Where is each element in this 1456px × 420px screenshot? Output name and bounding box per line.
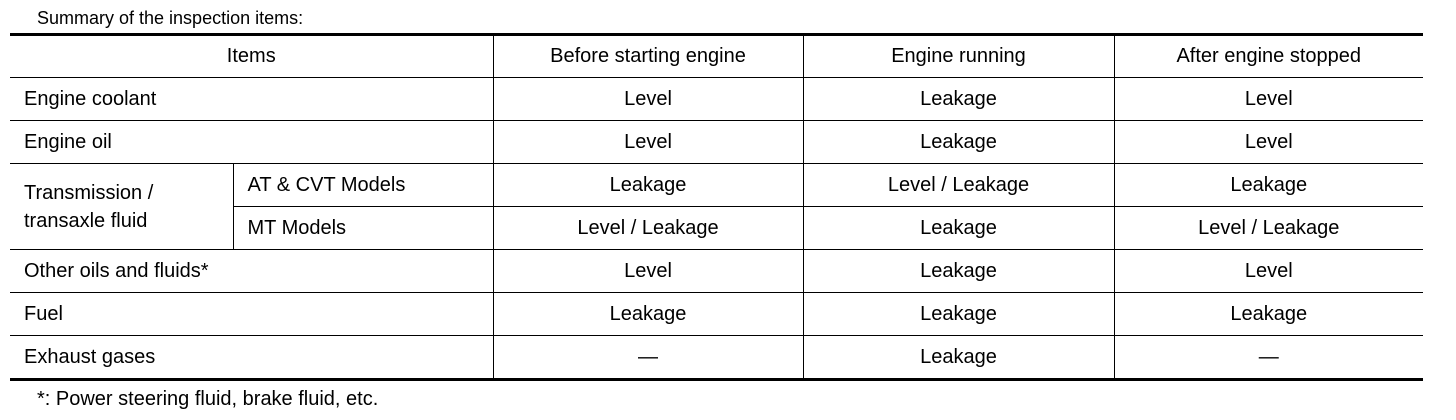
header-row [10, 35, 1423, 78]
cell-running: Leakage [803, 121, 1114, 164]
footnote: *: Power steering fluid, brake fluid, etc. [37, 388, 379, 410]
header-before-starting: Before starting engine [493, 35, 803, 78]
cell-after: Level [1114, 78, 1423, 121]
table-row [10, 336, 1423, 380]
cell-after: — [1114, 336, 1423, 380]
cell-before: Leakage [493, 293, 803, 336]
sub-row-label: AT & CVT Models [233, 164, 493, 207]
cell-after: Level [1114, 250, 1423, 293]
cell-after: Leakage [1114, 164, 1423, 207]
cell-before: — [493, 336, 803, 380]
inspection-table [10, 33, 1423, 381]
cell-after: Level [1114, 121, 1423, 164]
cell-running: Leakage [803, 78, 1114, 121]
cell-running: Leakage [803, 207, 1114, 250]
table-row [10, 293, 1423, 336]
header-items: Items [10, 35, 493, 78]
cell-running: Leakage [803, 293, 1114, 336]
table-row [10, 250, 1423, 293]
row-label: Fuel [10, 293, 493, 336]
row-label: Other oils and fluids* [10, 250, 493, 293]
table-row [10, 164, 1423, 207]
cell-running: Leakage [803, 336, 1114, 380]
header-after-stopped: After engine stopped [1114, 35, 1423, 78]
cell-before: Level / Leakage [493, 207, 803, 250]
cell-before: Level [493, 250, 803, 293]
table-row [10, 78, 1423, 121]
row-label: Exhaust gases [10, 336, 493, 380]
row-label: Engine coolant [10, 78, 493, 121]
cell-running: Level / Leakage [803, 164, 1114, 207]
cell-running: Leakage [803, 250, 1114, 293]
header-engine-running: Engine running [803, 35, 1114, 78]
cell-before: Leakage [493, 164, 803, 207]
row-label-transmission: Transmission / transaxle fluid [10, 164, 233, 250]
cell-before: Level [493, 121, 803, 164]
sub-row-label: MT Models [233, 207, 493, 250]
cell-after: Level / Leakage [1114, 207, 1423, 250]
row-label: Engine oil [10, 121, 493, 164]
table-row [10, 121, 1423, 164]
cell-after: Leakage [1114, 293, 1423, 336]
table-caption: Summary of the inspection items: [37, 8, 304, 28]
cell-before: Level [493, 78, 803, 121]
